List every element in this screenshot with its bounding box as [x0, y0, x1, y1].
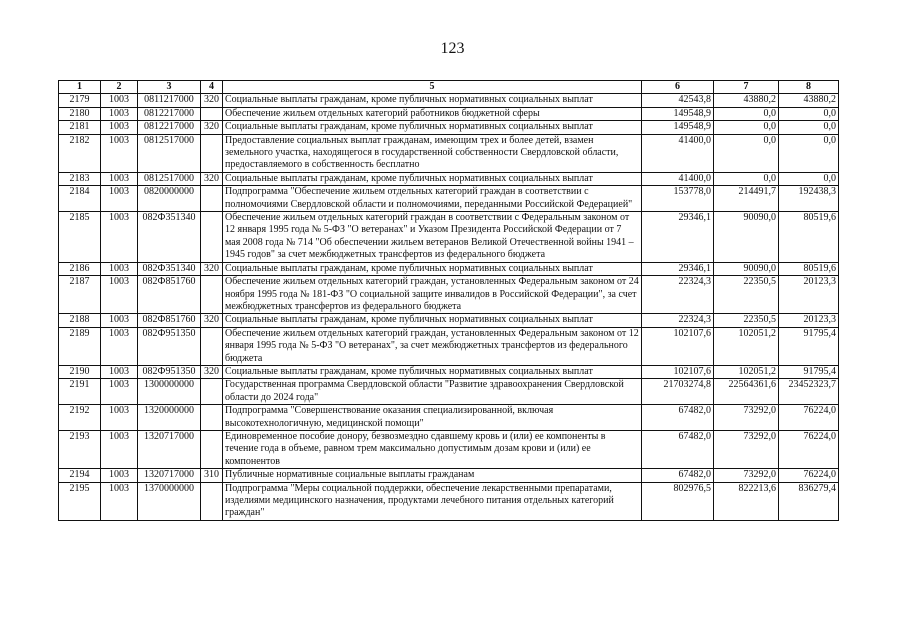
amount-col-7: 73292,0 — [714, 469, 779, 482]
section-code: 1003 — [101, 121, 138, 134]
amount-col-6: 41400,0 — [642, 134, 714, 172]
amount-col-7: 90090,0 — [714, 262, 779, 275]
amount-col-7: 0,0 — [714, 107, 779, 120]
amount-col-6: 67482,0 — [642, 405, 714, 431]
section-code: 1003 — [101, 482, 138, 520]
amount-col-6: 41400,0 — [642, 172, 714, 185]
description: Подпрограмма "Меры социальной поддержки, обеспечение лекарственными препаратами, изделиями медицинского назначения, продуктами лечебного питания отдельных категорий граждан" — [223, 482, 642, 520]
amount-col-8: 91795,4 — [779, 365, 839, 378]
amount-col-7: 22350,5 — [714, 314, 779, 327]
target-code: 0812217000 — [138, 107, 201, 120]
description: Социальные выплаты гражданам, кроме публичных нормативных социальных выплат — [223, 365, 642, 378]
row-number: 2192 — [59, 405, 101, 431]
table-row — [59, 379, 839, 405]
table-row — [59, 107, 839, 120]
description: Государственная программа Свердловской области "Развитие здравоохранения Свердловской области до 2024 года" — [223, 379, 642, 405]
amount-col-8: 43880,2 — [779, 94, 839, 107]
table-row — [59, 482, 839, 520]
table-row — [59, 262, 839, 275]
amount-col-7: 43880,2 — [714, 94, 779, 107]
description: Социальные выплаты гражданам, кроме публичных нормативных социальных выплат — [223, 262, 642, 275]
section-code: 1003 — [101, 134, 138, 172]
expense-type: 320 — [201, 94, 223, 107]
amount-col-8: 836279,4 — [779, 482, 839, 520]
expense-type — [201, 107, 223, 120]
amount-col-7: 822213,6 — [714, 482, 779, 520]
table-row — [59, 430, 839, 468]
section-code: 1003 — [101, 327, 138, 365]
row-number: 2180 — [59, 107, 101, 120]
amount-col-6: 29346,1 — [642, 212, 714, 263]
table-row — [59, 405, 839, 431]
table-row — [59, 212, 839, 263]
header-cell-3: 3 — [138, 81, 201, 94]
amount-col-8: 20123,3 — [779, 314, 839, 327]
amount-col-8: 0,0 — [779, 107, 839, 120]
section-code: 1003 — [101, 107, 138, 120]
amount-col-6: 802976,5 — [642, 482, 714, 520]
amount-col-8: 0,0 — [779, 121, 839, 134]
amount-col-8: 0,0 — [779, 134, 839, 172]
section-code: 1003 — [101, 94, 138, 107]
amount-col-7: 0,0 — [714, 121, 779, 134]
section-code: 1003 — [101, 430, 138, 468]
table-row — [59, 186, 839, 212]
section-code: 1003 — [101, 365, 138, 378]
amount-col-7: 73292,0 — [714, 430, 779, 468]
amount-col-6: 22324,3 — [642, 314, 714, 327]
section-code: 1003 — [101, 405, 138, 431]
target-code: 082Ф351340 — [138, 212, 201, 263]
section-code: 1003 — [101, 276, 138, 314]
amount-col-7: 90090,0 — [714, 212, 779, 263]
amount-col-6: 149548,9 — [642, 107, 714, 120]
amount-col-6: 42543,8 — [642, 94, 714, 107]
table-row — [59, 121, 839, 134]
amount-col-8: 80519,6 — [779, 212, 839, 263]
header-cell-4: 4 — [201, 81, 223, 94]
row-number: 2194 — [59, 469, 101, 482]
row-number: 2183 — [59, 172, 101, 185]
target-code: 0812217000 — [138, 121, 201, 134]
row-number: 2182 — [59, 134, 101, 172]
row-number: 2187 — [59, 276, 101, 314]
expense-type — [201, 482, 223, 520]
row-number: 2185 — [59, 212, 101, 263]
row-number: 2189 — [59, 327, 101, 365]
section-code: 1003 — [101, 262, 138, 275]
description: Социальные выплаты гражданам, кроме публичных нормативных социальных выплат — [223, 172, 642, 185]
table-row — [59, 314, 839, 327]
description: Единовременное пособие донору, безвозмездно сдавшему кровь и (или) ее компоненты в течение года в объеме, равном трем максимально допустимым дозам крови и (или) ее компонентов — [223, 430, 642, 468]
amount-col-7: 22564361,6 — [714, 379, 779, 405]
expense-type: 310 — [201, 469, 223, 482]
section-code: 1003 — [101, 379, 138, 405]
table-row — [59, 94, 839, 107]
target-code: 0820000000 — [138, 186, 201, 212]
target-code: 0812517000 — [138, 134, 201, 172]
target-code: 0811217000 — [138, 94, 201, 107]
table-row — [59, 172, 839, 185]
row-number: 2193 — [59, 430, 101, 468]
amount-col-8: 76224,0 — [779, 430, 839, 468]
target-code: 082Ф951350 — [138, 365, 201, 378]
amount-col-6: 67482,0 — [642, 430, 714, 468]
target-code: 082Ф851760 — [138, 314, 201, 327]
expense-type: 320 — [201, 121, 223, 134]
amount-col-6: 153778,0 — [642, 186, 714, 212]
description: Обеспечение жильем отдельных категорий граждан, установленных Федеральным законом от 12 января 1995 года № 5-ФЗ "О ветеранах", за счет межбюджетных трансфертов из федерального бюджета — [223, 327, 642, 365]
target-code: 082Ф951350 — [138, 327, 201, 365]
expense-type — [201, 379, 223, 405]
table-row — [59, 365, 839, 378]
header-cell-1: 1 — [59, 81, 101, 94]
amount-col-8: 192438,3 — [779, 186, 839, 212]
row-number: 2191 — [59, 379, 101, 405]
amount-col-8: 20123,3 — [779, 276, 839, 314]
target-code: 1320717000 — [138, 430, 201, 468]
target-code: 1370000000 — [138, 482, 201, 520]
description: Публичные нормативные социальные выплаты гражданам — [223, 469, 642, 482]
section-code: 1003 — [101, 212, 138, 263]
header-cell-5: 5 — [223, 81, 642, 94]
section-code: 1003 — [101, 186, 138, 212]
amount-col-6: 21703274,8 — [642, 379, 714, 405]
header-cell-2: 2 — [101, 81, 138, 94]
table-row — [59, 276, 839, 314]
expense-type — [201, 276, 223, 314]
expense-type: 320 — [201, 365, 223, 378]
amount-col-8: 91795,4 — [779, 327, 839, 365]
amount-col-6: 102107,6 — [642, 365, 714, 378]
amount-col-6: 22324,3 — [642, 276, 714, 314]
expense-type: 320 — [201, 262, 223, 275]
amount-col-6: 29346,1 — [642, 262, 714, 275]
amount-col-8: 76224,0 — [779, 469, 839, 482]
target-code: 1300000000 — [138, 379, 201, 405]
header-cell-8: 8 — [779, 81, 839, 94]
amount-col-7: 102051,2 — [714, 365, 779, 378]
expense-type: 320 — [201, 172, 223, 185]
row-number: 2181 — [59, 121, 101, 134]
amount-col-6: 102107,6 — [642, 327, 714, 365]
description: Обеспечение жильем отдельных категорий работников бюджетной сферы — [223, 107, 642, 120]
description: Подпрограмма "Совершенствование оказания специализированной, включая высокотехнологичную, медицинской помощи" — [223, 405, 642, 431]
expense-type: 320 — [201, 314, 223, 327]
amount-col-8: 80519,6 — [779, 262, 839, 275]
target-code: 1320717000 — [138, 469, 201, 482]
amount-col-8: 76224,0 — [779, 405, 839, 431]
description: Предоставление социальных выплат гражданам, имеющим трех и более детей, взамен земельного участка, находящегося в государственной собственности Свердловской области, предоставляемого в собственность бесплатно — [223, 134, 642, 172]
amount-col-7: 102051,2 — [714, 327, 779, 365]
expense-type — [201, 405, 223, 431]
header-row — [59, 81, 839, 94]
header-cell-6: 6 — [642, 81, 714, 94]
section-code: 1003 — [101, 314, 138, 327]
header-cell-7: 7 — [714, 81, 779, 94]
expense-type — [201, 212, 223, 263]
section-code: 1003 — [101, 172, 138, 185]
row-number: 2186 — [59, 262, 101, 275]
expense-type — [201, 327, 223, 365]
page-number: 123 — [440, 40, 465, 57]
table-row — [59, 134, 839, 172]
target-code: 082Ф851760 — [138, 276, 201, 314]
description: Социальные выплаты гражданам, кроме публичных нормативных социальных выплат — [223, 314, 642, 327]
table-row — [59, 469, 839, 482]
amount-col-7: 73292,0 — [714, 405, 779, 431]
row-number: 2179 — [59, 94, 101, 107]
description: Обеспечение жильем отдельных категорий граждан в соответствии с Федеральным законом от 12 января 1995 года № 5-ФЗ "О ветеранах" и Указом Президента Российской Федерации от 7 мая 2008 года № 714 "Об обеспечении жильем ветеранов Великой Отечественной войны 1941 – 1945 годов" за счет межбюджетных трансфертов из федерального бюджета — [223, 212, 642, 263]
description: Подпрограмма "Обеспечение жильем отдельных категорий граждан в соответствии с полномочиями Свердловской области и полномочиями, переданными Российской Федерацией" — [223, 186, 642, 212]
amount-col-8: 23452323,7 — [779, 379, 839, 405]
amount-col-6: 149548,9 — [642, 121, 714, 134]
row-number: 2195 — [59, 482, 101, 520]
budget-table — [58, 80, 839, 521]
expense-type — [201, 186, 223, 212]
amount-col-7: 0,0 — [714, 134, 779, 172]
description: Социальные выплаты гражданам, кроме публичных нормативных социальных выплат — [223, 94, 642, 107]
section-code: 1003 — [101, 469, 138, 482]
row-number: 2190 — [59, 365, 101, 378]
table-row — [59, 327, 839, 365]
amount-col-7: 214491,7 — [714, 186, 779, 212]
target-code: 0812517000 — [138, 172, 201, 185]
target-code: 1320000000 — [138, 405, 201, 431]
amount-col-8: 0,0 — [779, 172, 839, 185]
row-number: 2184 — [59, 186, 101, 212]
description: Обеспечение жильем отдельных категорий граждан, установленных Федеральным законом от 24 ноября 1995 года № 181-ФЗ "О социальной защите инвалидов в Российской Федерации", за счет межбюджетных трансфертов из федерального бюджета — [223, 276, 642, 314]
amount-col-7: 0,0 — [714, 172, 779, 185]
expense-type — [201, 134, 223, 172]
description: Социальные выплаты гражданам, кроме публичных нормативных социальных выплат — [223, 121, 642, 134]
expense-type — [201, 430, 223, 468]
row-number: 2188 — [59, 314, 101, 327]
amount-col-7: 22350,5 — [714, 276, 779, 314]
amount-col-6: 67482,0 — [642, 469, 714, 482]
target-code: 082Ф351340 — [138, 262, 201, 275]
